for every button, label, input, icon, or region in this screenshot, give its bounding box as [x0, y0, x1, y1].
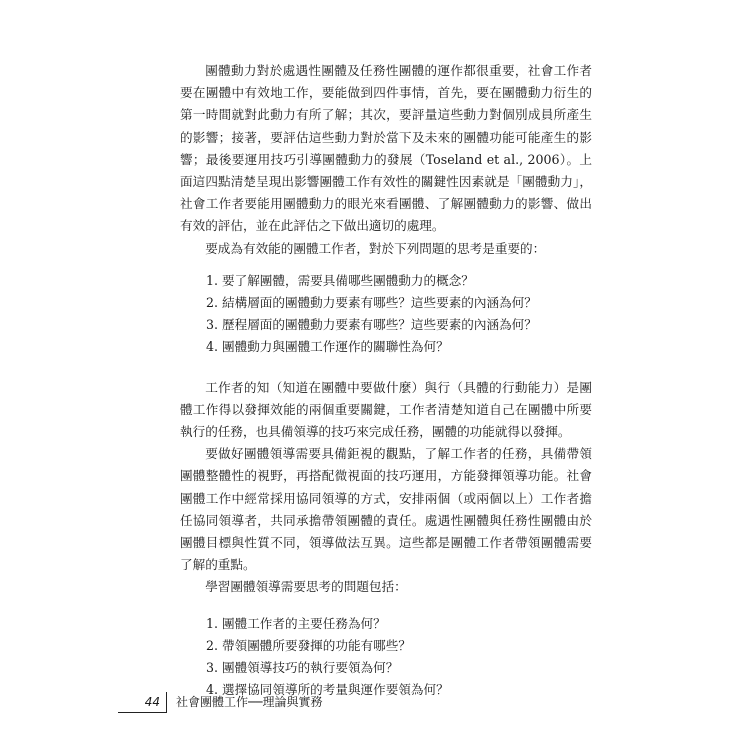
footer-divider-horizontal — [118, 712, 166, 713]
question-list-leadership — [180, 613, 592, 702]
list-item: 3. 團體領導技巧的執行要領為何？ — [206, 660, 399, 676]
list-item: 1. 團體工作者的主要任務為何？ — [206, 615, 386, 631]
running-title: 社會團體工作──理論與實務 — [176, 695, 323, 709]
list-item: 4. 團體動力與團體工作運作的關聯性為何？ — [206, 339, 449, 355]
paragraph-leadership-questions: 學習團體領導需要思考的問題包括： — [205, 579, 407, 595]
footer-divider-vertical — [166, 692, 167, 713]
list-item: 3. 歷程層面的團體動力要素有哪些？這些要素的內涵為何？ — [206, 317, 537, 333]
paragraph-leadership: 要做好團體領導需要具備鉅視的觀點，了解工作者的任務，具備帶領團體整體性的視野，再搭配微視面的技巧運用，方能發揮領導功能。社會團體工作中經常採用協同領導的方式，安排兩個（或兩個以上）工作者擔任協同領導者，共同承擔帶領團體的責任。處遇性團體與任務性團體由於團體目標與性質不同，領導做法互異。這些都是團體工作者帶領團體需要了解的重點。 — [180, 446, 592, 573]
paragraph-knowing-doing: 工作者的知（知道在團體中要做什麼）與行（具體的行動能力）是團體工作得以發揮效能的兩個重要關鍵，工作者清楚知道自己在團體中所要執行的任務，也具備領導的技巧來完成任務，團體的功能就得以發揮。 — [180, 379, 592, 440]
paragraph-effective-worker: 要成為有效能的團體工作者，對於下列問題的思考是重要的： — [205, 240, 546, 256]
list-item: 4. 選擇協同領導所的考量與運作要領為何？ — [206, 682, 449, 698]
list-item: 1. 要了解團體，需要具備哪些團體動力的概念？ — [206, 272, 474, 288]
list-item: 2. 帶領團體所要發揮的功能有哪些？ — [206, 637, 411, 653]
paragraph-group-dynamics: 團體動力對於處遇性團體及任務性團體的運作都很重要，社會工作者要在團體中有效地工作，要能做到四件事情，首先，要在團體動力衍生的第一時間就對此動力有所了解；其次，要評量這些動力對個別成員所產生的影響；接著，要評估這些動力對於當下及未來的團體功能可能產生的影響；最後要運用技巧引導團體動力的發展（Toseland et al., 2006）。上面這四點清楚呈現出影響團體工作有效性的關鍵性因素就是「團體動力」，社會工作者要能用團體動力的眼光來看團體、了解團體動力的影響、做出有效的評估，並在此評估之下做出適切的處理。 — [180, 63, 592, 234]
page-number: 44 — [144, 695, 160, 709]
page-body — [180, 60, 592, 701]
page-footer — [118, 692, 598, 714]
question-list-dynamics — [180, 270, 592, 359]
list-item: 2. 結構層面的團體動力要素有哪些？這些要素的內涵為何？ — [206, 295, 537, 311]
